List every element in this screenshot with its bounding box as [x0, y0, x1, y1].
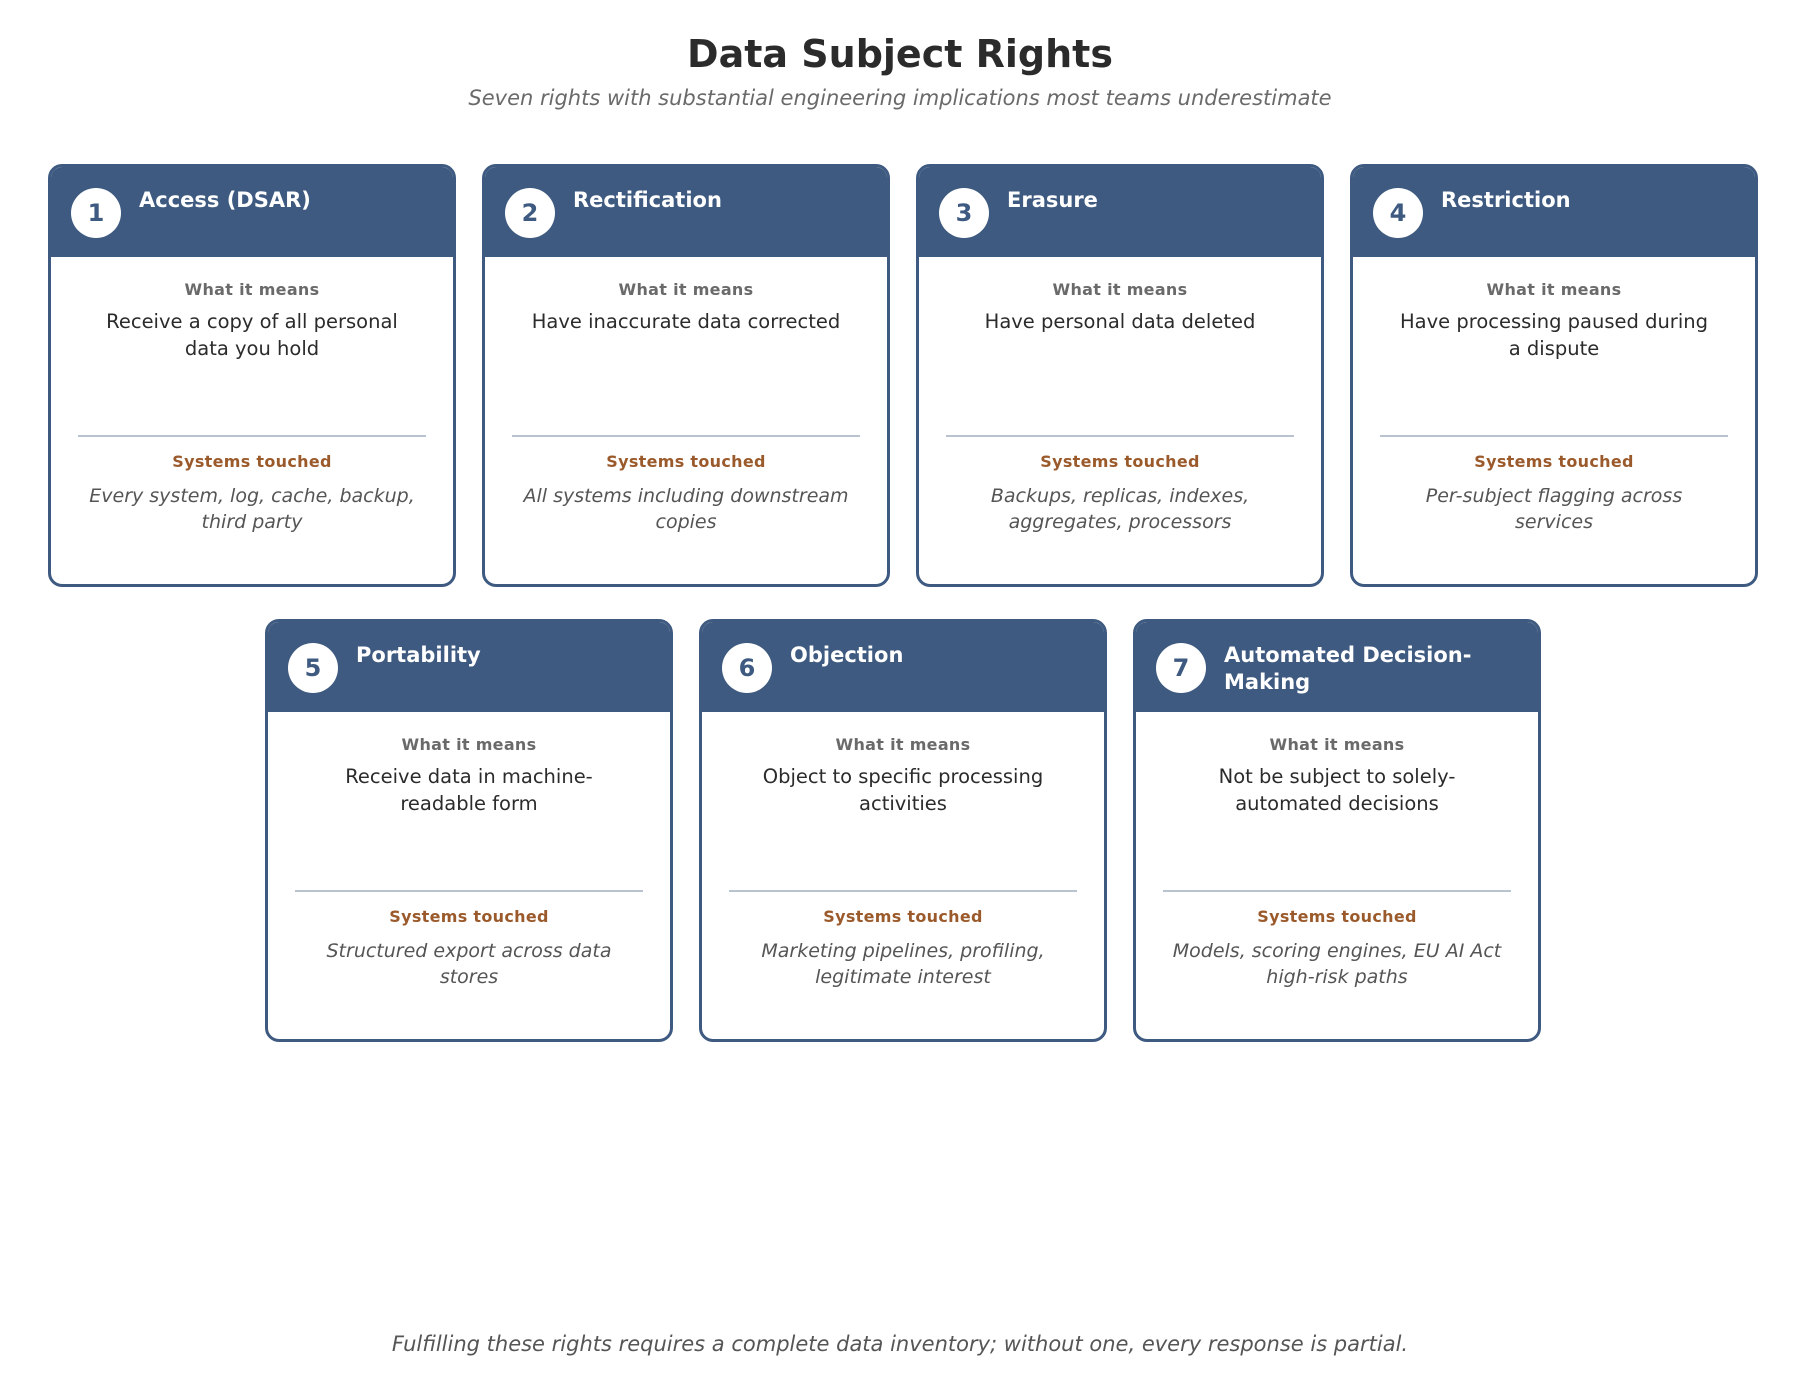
- means-label: What it means: [1269, 735, 1405, 754]
- systems-label: Systems touched: [1040, 452, 1200, 471]
- means-label: What it means: [618, 280, 754, 299]
- number-badge: 3: [939, 188, 989, 238]
- number-badge: 7: [1156, 643, 1206, 693]
- divider: [729, 890, 1077, 892]
- means-label: What it means: [1052, 280, 1188, 299]
- systems-label: Systems touched: [1257, 907, 1417, 926]
- card-header: [51, 167, 453, 257]
- card-header: [268, 622, 670, 712]
- divider: [78, 435, 426, 437]
- means-text: Object to specific processing activities: [762, 765, 1044, 815]
- systems-label: Systems touched: [1474, 452, 1634, 471]
- right-card-rectification: [482, 164, 890, 587]
- card-title: Access (DSAR): [139, 188, 311, 212]
- divider: [946, 435, 1294, 437]
- right-card-automated-decision-making: [1133, 619, 1541, 1042]
- means-text: Receive data in machine-readable form: [345, 765, 593, 815]
- number-badge: 6: [722, 643, 772, 693]
- means-text: Have inaccurate data corrected: [531, 310, 841, 333]
- card-header: [702, 622, 1104, 712]
- right-card-objection: [699, 619, 1107, 1042]
- number-badge: 2: [505, 188, 555, 238]
- card-title: Erasure: [1007, 188, 1098, 212]
- systems-label: Systems touched: [172, 452, 332, 471]
- systems-text: All systems including downstream copies: [523, 485, 849, 533]
- right-card-access: [48, 164, 456, 587]
- means-label: What it means: [1486, 280, 1622, 299]
- card-title: Portability: [356, 643, 481, 667]
- card-title: Restriction: [1441, 188, 1571, 212]
- means-text: Have processing paused during a dispute: [1400, 310, 1708, 360]
- card-header: [1353, 167, 1755, 257]
- systems-label: Systems touched: [606, 452, 766, 471]
- card-title: Rectification: [573, 188, 722, 212]
- systems-label: Systems touched: [823, 907, 983, 926]
- systems-text: Marketing pipelines, profiling, legitimate interest: [761, 940, 1045, 988]
- means-label: What it means: [835, 735, 971, 754]
- systems-text: Every system, log, cache, backup, third party: [89, 485, 415, 533]
- systems-text: Models, scoring engines, EU AI Act high-risk paths: [1172, 940, 1502, 988]
- means-label: What it means: [184, 280, 320, 299]
- right-card-portability: [265, 619, 673, 1042]
- page-subtitle: Seven rights with substantial engineering implications most teams underestimate: [468, 86, 1332, 110]
- systems-text: Backups, replicas, indexes, aggregates, processors: [990, 485, 1250, 533]
- footer-note: Fulfilling these rights requires a complete data inventory; without one, every response is partial.: [391, 1332, 1409, 1356]
- systems-text: Per-subject flagging across services: [1425, 485, 1683, 533]
- right-card-restriction: [1350, 164, 1758, 587]
- number-badge: 1: [71, 188, 121, 238]
- divider: [512, 435, 860, 437]
- divider: [1380, 435, 1728, 437]
- right-card-erasure: [916, 164, 1324, 587]
- number-badge: 5: [288, 643, 338, 693]
- page-title: Data Subject Rights: [687, 32, 1113, 76]
- card-header: [919, 167, 1321, 257]
- means-text: Have personal data deleted: [984, 310, 1256, 333]
- systems-label: Systems touched: [389, 907, 549, 926]
- means-text: Receive a copy of all personal data you hold: [106, 310, 398, 360]
- number-badge: 4: [1373, 188, 1423, 238]
- card-header: [1136, 622, 1538, 712]
- card-title: Automated Decision-Making: [1224, 643, 1472, 694]
- means-label: What it means: [401, 735, 537, 754]
- systems-text: Structured export across data stores: [326, 940, 612, 988]
- means-text: Not be subject to solely-automated decisions: [1218, 765, 1456, 815]
- divider: [295, 890, 643, 892]
- card-header: [485, 167, 887, 257]
- card-title: Objection: [790, 643, 904, 667]
- divider: [1163, 890, 1511, 892]
